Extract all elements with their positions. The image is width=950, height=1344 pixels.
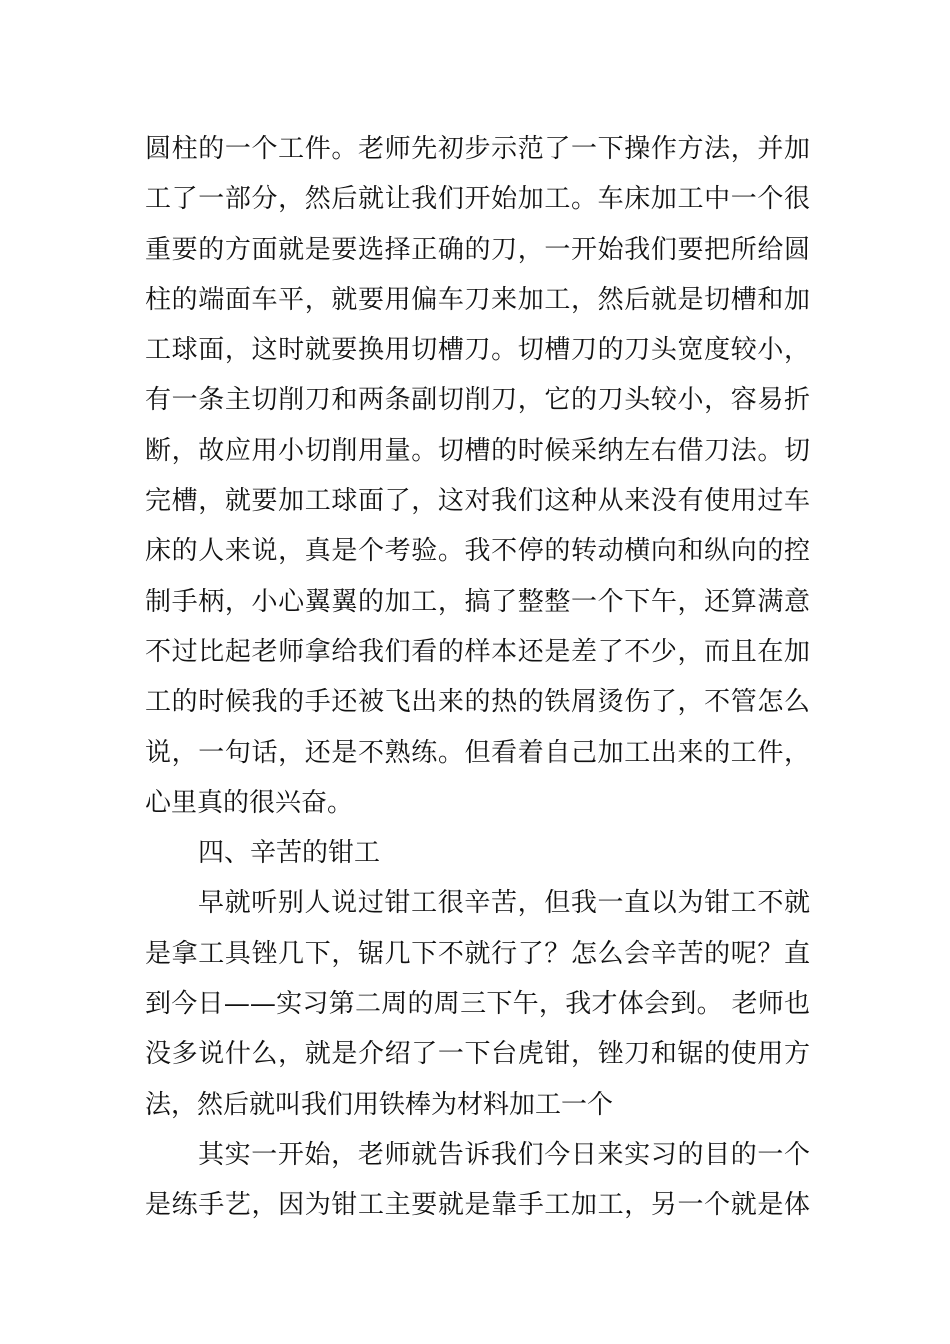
- text-line: 床的人来说，真是个考验。我不停的转动横向和纵向的控: [145, 536, 810, 567]
- text-line: 其实一开始，老师就告诉我们今日来实习的目的一个: [198, 1139, 810, 1170]
- text-line: 重要的方面就是要选择正确的刀，一开始我们要把所给圆: [145, 234, 810, 265]
- heading-text: 四、辛苦的钳工: [198, 838, 381, 869]
- text-line: 工了一部分，然后就让我们开始加工。车床加工中一个很: [145, 184, 810, 215]
- document-body: [145, 124, 810, 1231]
- text-line: 圆柱的一个工件。老师先初步示范了一下操作方法，并加: [145, 134, 810, 164]
- text-line: 法，然后就叫我们用铁棒为材料加工一个: [145, 1089, 614, 1120]
- text-line: 工球面，这时就要换用切槽刀。切槽刀的刀头宽度较小，: [145, 335, 810, 366]
- text-line: 完槽，就要加工球面了，这对我们这种从来没有使用过车: [145, 486, 810, 517]
- text-line: 早就听别人说过钳工很辛苦，但我一直以为钳工不就: [198, 888, 810, 919]
- text-line: 柱的端面车平，就要用偏车刀来加工，然后就是切槽和加: [145, 284, 810, 315]
- text-line: 制手柄，小心翼翼的加工，搞了整整一个下午，还算满意: [145, 586, 810, 617]
- text-line: 工的时候我的手还被飞出来的热的铁屑烫伤了，不管怎么: [145, 687, 810, 718]
- paragraph-fitter-intro: [145, 878, 810, 1129]
- text-line: 说，一句话，还是不熟练。但看着自己加工出来的工件，: [145, 737, 810, 768]
- text-line: 是拿工具锉几下，锯几下不就行了？怎么会辛苦的呢？直: [145, 938, 810, 969]
- section-heading: [145, 828, 810, 878]
- text-line: 断，故应用小切削用量。切槽的时候采纳左右借刀法。切: [145, 435, 810, 466]
- text-line: 没多说什么，就是介绍了一下台虎钳，锉刀和锯的使用方: [145, 1039, 810, 1070]
- text-line: 是练手艺，因为钳工主要就是靠手工加工，另一个就是体: [145, 1190, 810, 1221]
- text-line: 有一条主切削刀和两条副切削刀，它的刀头较小，容易折: [145, 385, 810, 416]
- paragraph-lathe-work: [145, 124, 810, 828]
- paragraph-fitter-purpose: [145, 1130, 810, 1231]
- text-line: 心里真的很兴奋。: [145, 787, 354, 818]
- text-line: 不过比起老师拿给我们看的样本还是差了不少，而且在加: [145, 636, 810, 667]
- text-line: 到今日——实习第二周的周三下午，我才体会到。 老师也: [145, 989, 810, 1020]
